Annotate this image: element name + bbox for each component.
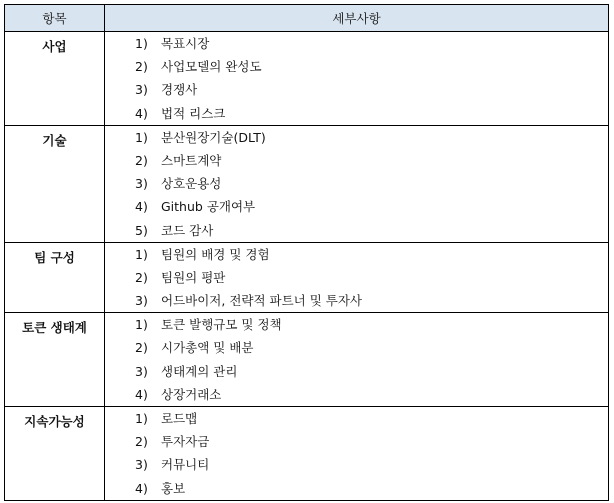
item-text: 생태계의 관리 bbox=[161, 363, 238, 379]
item-text: 스마트계약 bbox=[161, 152, 222, 168]
item-text: 로드맵 bbox=[161, 411, 198, 426]
item-text: 사업모델의 완성도 bbox=[161, 59, 262, 75]
item-text: 팀원의 평판 bbox=[161, 269, 226, 285]
table-header-row bbox=[5, 5, 609, 32]
detail-list bbox=[105, 126, 608, 242]
item-text: 목표시장 bbox=[161, 36, 210, 51]
detail-list bbox=[105, 243, 608, 313]
list-item bbox=[105, 477, 608, 500]
details-cell bbox=[105, 313, 609, 407]
table-body bbox=[5, 32, 609, 501]
list-item bbox=[105, 407, 608, 430]
item-text: 어드바이저, 전략적 파트너 및 투자사 bbox=[161, 293, 362, 309]
list-item bbox=[105, 32, 608, 55]
evaluation-table bbox=[4, 4, 609, 501]
item-text: 팀원의 배경 및 경험 bbox=[161, 246, 270, 262]
list-item bbox=[105, 266, 608, 289]
item-number: 1) bbox=[135, 129, 148, 145]
list-item bbox=[105, 453, 608, 476]
item-number: 1) bbox=[135, 317, 148, 333]
item-number: 1) bbox=[135, 36, 148, 51]
item-text: Github 공개여부 bbox=[161, 199, 256, 215]
list-item bbox=[105, 360, 608, 383]
item-number: 4) bbox=[135, 105, 148, 121]
table-row bbox=[5, 125, 609, 242]
table-row bbox=[5, 32, 609, 126]
category-cell: 지속가능성 bbox=[5, 407, 105, 501]
item-number: 3) bbox=[135, 176, 148, 192]
item-number: 3) bbox=[135, 293, 148, 309]
list-item bbox=[105, 383, 608, 406]
item-text: 법적 리스크 bbox=[161, 105, 226, 121]
list-item bbox=[105, 430, 608, 453]
item-text: 시가총액 및 배분 bbox=[161, 340, 254, 356]
item-number: 1) bbox=[135, 246, 148, 262]
item-text: 상장거래소 bbox=[161, 386, 222, 402]
list-item bbox=[105, 219, 608, 242]
table-row bbox=[5, 407, 609, 501]
item-number: 1) bbox=[135, 411, 148, 426]
item-text: 코드 감사 bbox=[161, 222, 214, 238]
list-item bbox=[105, 126, 608, 149]
item-number: 2) bbox=[135, 434, 148, 450]
item-number: 2) bbox=[135, 59, 148, 75]
detail-list bbox=[105, 407, 608, 500]
list-item bbox=[105, 243, 608, 266]
item-number: 2) bbox=[135, 152, 148, 168]
list-item bbox=[105, 172, 608, 195]
list-item bbox=[105, 195, 608, 218]
list-item bbox=[105, 289, 608, 312]
item-text: 토큰 발행규모 및 정책 bbox=[161, 317, 282, 333]
item-number: 3) bbox=[135, 457, 148, 473]
list-item bbox=[105, 149, 608, 172]
details-cell bbox=[105, 32, 609, 126]
detail-list bbox=[105, 32, 608, 125]
item-number: 4) bbox=[135, 199, 148, 215]
item-text: 커뮤니티 bbox=[161, 457, 210, 473]
category-cell: 팀 구성 bbox=[5, 242, 105, 313]
list-item bbox=[105, 102, 608, 125]
list-item bbox=[105, 78, 608, 101]
category-cell: 기술 bbox=[5, 125, 105, 242]
item-text: 경쟁사 bbox=[161, 82, 198, 98]
item-number: 4) bbox=[135, 386, 148, 402]
item-number: 3) bbox=[135, 363, 148, 379]
header-details: 세부사항 bbox=[105, 5, 609, 32]
table-row bbox=[5, 313, 609, 407]
list-item bbox=[105, 55, 608, 78]
item-number: 5) bbox=[135, 222, 148, 238]
table-row bbox=[5, 242, 609, 313]
item-number: 3) bbox=[135, 82, 148, 98]
item-text: 홍보 bbox=[161, 480, 186, 496]
detail-list bbox=[105, 313, 608, 406]
item-text: 상호운용성 bbox=[161, 176, 222, 192]
item-number: 2) bbox=[135, 340, 148, 356]
header-category: 항목 bbox=[5, 5, 105, 32]
item-text: 투자자금 bbox=[161, 434, 210, 450]
details-cell bbox=[105, 407, 609, 501]
item-number: 4) bbox=[135, 480, 148, 496]
details-cell bbox=[105, 125, 609, 242]
list-item bbox=[105, 313, 608, 336]
category-cell: 토큰 생태계 bbox=[5, 313, 105, 407]
item-number: 2) bbox=[135, 269, 148, 285]
item-text: 분산원장기술(DLT) bbox=[161, 129, 266, 145]
list-item bbox=[105, 336, 608, 359]
category-cell: 사업 bbox=[5, 32, 105, 126]
details-cell bbox=[105, 242, 609, 313]
